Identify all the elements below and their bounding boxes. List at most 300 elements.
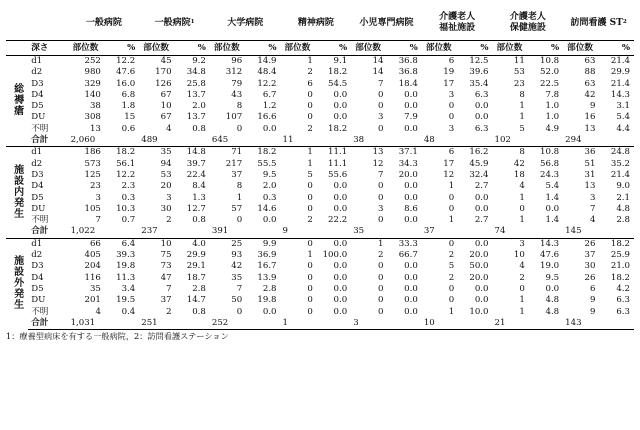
count-cell: 20 [160,181,172,192]
count-cell: 1 [519,215,525,226]
depth-label: D3 [31,169,44,180]
percent-cell: 14.7 [186,295,206,306]
percent-cell: 7.9 [404,112,418,123]
percent-header: % [197,43,206,53]
count-cell: 217 [225,158,243,169]
column-header-8 [563,6,634,41]
count-cell: 10 [139,238,175,250]
category-label [6,238,28,329]
depth-label: d2 [31,158,43,169]
count-cell: 0 [448,101,455,112]
count-cell: 57 [231,203,243,214]
percent-cell: 2.8 [262,283,277,294]
percent-cell: 0.0 [404,192,418,203]
percent-cell: 0.3 [262,192,277,203]
percent-cell: 18.2 [105,147,139,159]
percent-cell: 22.4 [186,169,206,180]
percent-header: % [268,43,277,53]
percent-cell: 21.4 [610,78,630,89]
total-cell: 489 [141,135,158,146]
percent-cell: 1.0 [545,101,560,112]
count-cell: 13 [351,147,387,159]
column-title-text: 小児専門病院 [359,17,414,28]
percent-cell: 0.0 [474,192,489,203]
count-cell: 42 [513,158,525,169]
count-cell: 980 [84,67,101,78]
percent-cell: 32.4 [469,169,489,180]
count-cell: 0 [307,306,313,317]
count-cell: 3 [493,238,529,250]
percent-cell: 9.1 [317,56,351,68]
count-cell: 0 [422,238,458,250]
count-header: 部位数 [496,43,523,53]
count-cell: 1 [519,101,525,112]
percent-cell: 16.0 [116,78,136,89]
percent-cell: 9.0 [616,181,630,192]
count-cell: 26 [563,238,599,250]
table-row [6,193,634,204]
count-cell: 16 [584,112,596,123]
count-cell: 13 [89,123,101,134]
count-cell: 2 [166,306,172,317]
percent-cell: 14.8 [176,147,210,159]
percent-cell: 10.8 [529,147,563,159]
percent-cell: 34.8 [186,67,206,78]
percent-cell: 0.0 [404,295,418,306]
count-cell: 0 [378,123,384,134]
total-cell: 1,031 [69,318,140,330]
percent-cell: 2.3 [121,181,136,192]
total-label: 合計 [28,318,68,330]
count-cell: 53 [160,169,172,180]
percent-cell: 14.3 [610,89,630,100]
percent-cell: 0.0 [333,192,348,203]
count-cell: 6 [422,147,458,159]
count-cell: 201 [84,295,101,306]
percent-cell: 12.2 [257,78,277,89]
percent-cell: 0.0 [262,306,277,317]
count-cell: 47 [160,272,172,283]
count-cell: 6 [307,78,313,89]
count-cell: 10 [160,101,172,112]
percent-cell: 21.0 [610,261,630,272]
depth-label: d2 [31,250,43,261]
count-cell: 0 [307,272,313,283]
footnote-marker: 2 [622,18,627,25]
percent-cell: 1.0 [545,112,560,123]
percent-cell: 18.2 [599,238,634,250]
count-cell: 9 [590,101,596,112]
count-cell: 37 [231,169,243,180]
percent-cell: 0.0 [404,306,418,317]
percent-cell: 12.7 [186,203,206,214]
table-row [6,147,634,159]
column-group-header-row [6,6,634,41]
count-cell: 3 [166,192,172,203]
count-cell: 36 [563,147,599,159]
depth-label: D5 [31,101,44,112]
count-cell: 116 [84,272,101,283]
depth-label: D3 [31,78,44,89]
table-row [6,238,634,250]
count-cell: 1 [236,192,243,203]
total-cell: 21 [493,318,564,330]
count-cell: 0 [378,215,384,226]
percent-cell: 36.8 [388,56,422,68]
percent-cell: 0.0 [545,283,560,294]
column-header-5 [351,6,422,41]
count-cell: 0 [378,295,384,306]
count-cell: 25 [210,238,246,250]
percent-cell: 36.9 [257,250,277,261]
percent-cell: 1.8 [121,101,136,112]
percent-cell: 16.6 [257,112,277,123]
percent-cell: 10.3 [116,203,136,214]
percent-cell: 4.8 [545,306,560,317]
percent-cell: 0.0 [317,238,351,250]
count-cell: 312 [225,67,243,78]
percent-cell: 47.6 [540,250,560,261]
percent-cell: 19.5 [116,295,136,306]
column-title-text: 保健施設 [509,23,546,33]
percent-cell: 14.6 [257,203,277,214]
percent-cell: 11.1 [317,147,351,159]
count-cell: 0 [236,306,243,317]
category-text: 総褥瘡 [11,83,23,117]
percent-cell: 11.1 [328,158,348,169]
count-cell: 18 [513,169,525,180]
count-header: 部位数 [213,43,240,53]
count-cell: 3 [448,89,455,100]
percent-cell: 0.0 [333,89,348,100]
count-cell: 8 [236,181,243,192]
percent-cell: 2.1 [616,192,630,203]
count-cell: 51 [584,158,596,169]
percent-cell: 24.3 [540,169,560,180]
total-cell: 391 [211,226,229,237]
table-row [6,124,634,135]
percent-cell: 0.8 [192,123,206,134]
depth-label: 不明 [31,215,49,226]
table-row [6,250,634,261]
percent-cell: 4.0 [176,238,210,250]
count-cell: 0 [378,101,384,112]
percent-cell: 10.8 [529,56,563,68]
count-cell: 7 [236,283,243,294]
total-cell: 37 [423,226,435,237]
percent-cell: 0.0 [333,295,348,306]
count-cell: 0 [307,203,313,214]
percent-cell: 0.7 [121,215,136,226]
percent-cell: 0.0 [404,181,418,192]
count-cell: 0 [307,283,313,294]
percent-cell: 29.1 [186,261,206,272]
count-cell: 1 [519,192,525,203]
percent-cell: 34.3 [398,158,418,169]
count-cell: 75 [160,250,172,261]
count-cell: 1 [281,147,317,159]
count-cell: 17 [443,78,455,89]
column-title-text: 訪問看護 ST [570,17,623,28]
depth-label: d1 [28,56,68,68]
count-cell: 73 [160,261,172,272]
count-cell: 7 [378,78,384,89]
count-cell: 4 [519,261,525,272]
percent-cell: 39.3 [116,250,136,261]
percent-cell: 0.0 [333,306,348,317]
count-cell: 126 [155,78,172,89]
count-cell: 0 [307,112,313,123]
count-cell: 0 [378,306,384,317]
count-cell: 8 [493,147,529,159]
count-cell: 6 [590,283,596,294]
percent-cell: 20.0 [398,169,418,180]
percent-cell: 0.0 [333,203,348,214]
count-cell: 0 [378,89,384,100]
percent-cell: 6.3 [616,306,630,317]
depth-label: 不明 [31,306,49,317]
count-cell: 3 [448,123,455,134]
percent-cell: 19.8 [257,295,277,306]
count-cell: 7 [166,283,172,294]
count-cell: 8 [519,89,525,100]
total-cell: 251 [139,318,210,330]
percent-cell: 9.5 [262,169,277,180]
column-header-4 [281,6,352,41]
count-cell: 2 [519,272,525,283]
count-cell: 0 [307,181,313,192]
percent-cell: 8.4 [192,181,206,192]
percent-cell: 0.4 [121,306,136,317]
count-cell: 107 [225,112,243,123]
total-cell: 252 [210,318,281,330]
percent-cell: 11.3 [116,272,136,283]
percent-cell: 0.0 [474,203,489,214]
count-cell: 96 [210,56,246,68]
percent-cell: 6.8 [121,89,136,100]
percent-cell: 100.0 [322,250,348,261]
total-row [6,135,634,147]
count-cell: 50 [231,295,243,306]
count-cell: 2 [307,215,313,226]
count-cell: 53 [513,67,525,78]
percent-cell: 8.6 [404,203,418,214]
count-cell: 35 [89,283,101,294]
count-cell: 5 [519,123,525,134]
percent-cell: 0.0 [404,261,418,272]
count-cell: 0 [378,261,384,272]
total-cell: 38 [353,135,365,146]
count-cell: 252 [69,56,105,68]
percent-cell: 12.2 [105,56,139,68]
count-cell: 125 [84,169,101,180]
total-cell: 48 [423,135,435,146]
total-cell: 2,060 [70,135,96,146]
percent-cell: 48.4 [257,67,277,78]
table-row [6,215,634,226]
count-cell: 9 [590,306,596,317]
table-row [6,159,634,170]
count-cell: 12 [443,169,455,180]
total-row [6,318,634,330]
percent-cell: 19.0 [540,261,560,272]
depth-label: D5 [31,192,44,203]
depth-label: D5 [31,283,44,294]
column-sub-header-row [6,41,634,56]
count-header: 部位数 [72,43,99,53]
table-row [6,67,634,78]
count-cell: 37 [160,295,172,306]
footnote-marker: 1 [190,18,195,25]
percent-cell: 12.5 [458,56,492,68]
table-row [6,90,634,101]
percent-cell: 56.8 [540,158,560,169]
percent-cell: 0.3 [121,192,136,203]
total-cell: 9 [282,226,288,237]
count-cell: 14 [372,67,384,78]
count-cell: 45 [139,56,175,68]
table-row [6,273,634,284]
count-cell: 19 [443,67,455,78]
count-cell: 4 [95,306,101,317]
percent-cell: 21.4 [599,56,634,68]
count-cell: 8 [236,101,243,112]
percent-cell: 0.6 [121,123,136,134]
column-title-text: 介護老人 [439,12,476,22]
count-cell: 5 [307,169,313,180]
count-cell: 3 [378,112,384,123]
percent-cell: 0.0 [474,101,489,112]
percent-header: % [621,43,630,53]
count-cell: 63 [563,56,599,68]
count-cell: 23 [89,181,101,192]
percent-cell: 55.5 [257,158,277,169]
percent-cell: 54.5 [328,78,348,89]
count-cell: 30 [160,203,172,214]
count-cell: 1 [519,306,525,317]
count-cell: 105 [84,203,101,214]
count-cell: 0 [307,89,313,100]
percent-cell: 3.4 [121,283,136,294]
category-label [6,147,28,238]
percent-cell: 13.9 [257,272,277,283]
percent-cell: 4.9 [545,123,560,134]
percent-cell: 25.9 [610,250,630,261]
percent-cell: 3.1 [616,101,630,112]
column-title-text: 一般病院 [85,17,122,28]
column-title-text: 福祉施設 [439,23,476,33]
count-cell: 1 [448,215,455,226]
percent-cell: 0.0 [474,295,489,306]
table-row [6,181,634,192]
total-cell: 1 [281,318,352,330]
depth-label: D3 [31,261,44,272]
percent-cell: 0.0 [545,203,560,214]
column-header-1 [69,6,140,41]
count-cell: 573 [84,158,101,169]
count-cell: 35 [139,147,175,159]
table-row [6,56,634,68]
depth-label: DU [31,112,46,123]
percent-cell: 56.1 [116,158,136,169]
total-cell: 145 [565,226,582,237]
count-header: 部位数 [143,43,170,53]
count-cell: 63 [584,78,596,89]
percent-cell: 0.0 [333,272,348,283]
percent-cell: 2.0 [262,181,277,192]
table-row [6,170,634,181]
percent-cell: 0.0 [404,123,418,134]
table-row [6,112,634,123]
column-header-6 [422,6,493,41]
count-cell: 38 [89,101,101,112]
percent-cell: 66.7 [398,250,418,261]
percent-cell: 0.8 [192,215,206,226]
category-text: 施設外発生 [11,255,23,311]
count-cell: 66 [69,238,105,250]
count-cell: 0 [519,203,525,214]
count-cell: 4 [519,181,525,192]
percent-cell: 36.8 [398,67,418,78]
count-cell: 67 [160,89,172,100]
table-row [6,79,634,90]
percent-cell: 22.5 [540,78,560,89]
total-cell: 35 [353,226,365,237]
percent-cell: 1.3 [192,192,206,203]
percent-cell: 9.5 [545,272,560,283]
percent-cell: 2.7 [474,181,489,192]
count-cell: 79 [231,78,243,89]
count-cell: 0 [307,295,313,306]
count-cell: 0 [519,283,525,294]
percent-header: % [339,43,348,53]
count-cell: 7 [378,169,384,180]
count-cell: 1 [281,56,317,68]
percent-cell: 13.7 [186,112,206,123]
count-cell: 2 [307,123,313,134]
percent-cell: 0.0 [404,272,418,283]
count-cell: 30 [584,261,596,272]
depth-label: DU [31,295,46,306]
count-cell: 7 [95,215,101,226]
count-cell: 0 [448,283,455,294]
percent-cell: 6.7 [262,89,277,100]
percent-cell: 4.8 [545,295,560,306]
percent-cell: 52.0 [540,67,560,78]
count-cell: 67 [160,112,172,123]
count-cell: 1 [448,306,455,317]
percent-cell: 18.2 [246,147,280,159]
count-cell: 14 [351,56,387,68]
count-header: 部位数 [284,43,311,53]
count-cell: 0 [307,101,313,112]
percent-cell: 0.0 [458,238,492,250]
count-cell: 6 [422,56,458,68]
count-cell: 0 [378,181,384,192]
category-text: 施設内発生 [11,163,23,219]
column-title-text: 介護老人 [509,12,546,22]
count-cell: 0 [307,192,313,203]
table-row [6,204,634,215]
percent-cell: 0.8 [192,306,206,317]
table-row [6,101,634,112]
count-cell: 12 [372,158,384,169]
count-cell: 0 [307,261,313,272]
column-title-text: 一般病院 [154,17,191,28]
percent-cell: 24.8 [599,147,634,159]
percent-cell: 0.0 [404,101,418,112]
count-cell: 94 [160,158,172,169]
